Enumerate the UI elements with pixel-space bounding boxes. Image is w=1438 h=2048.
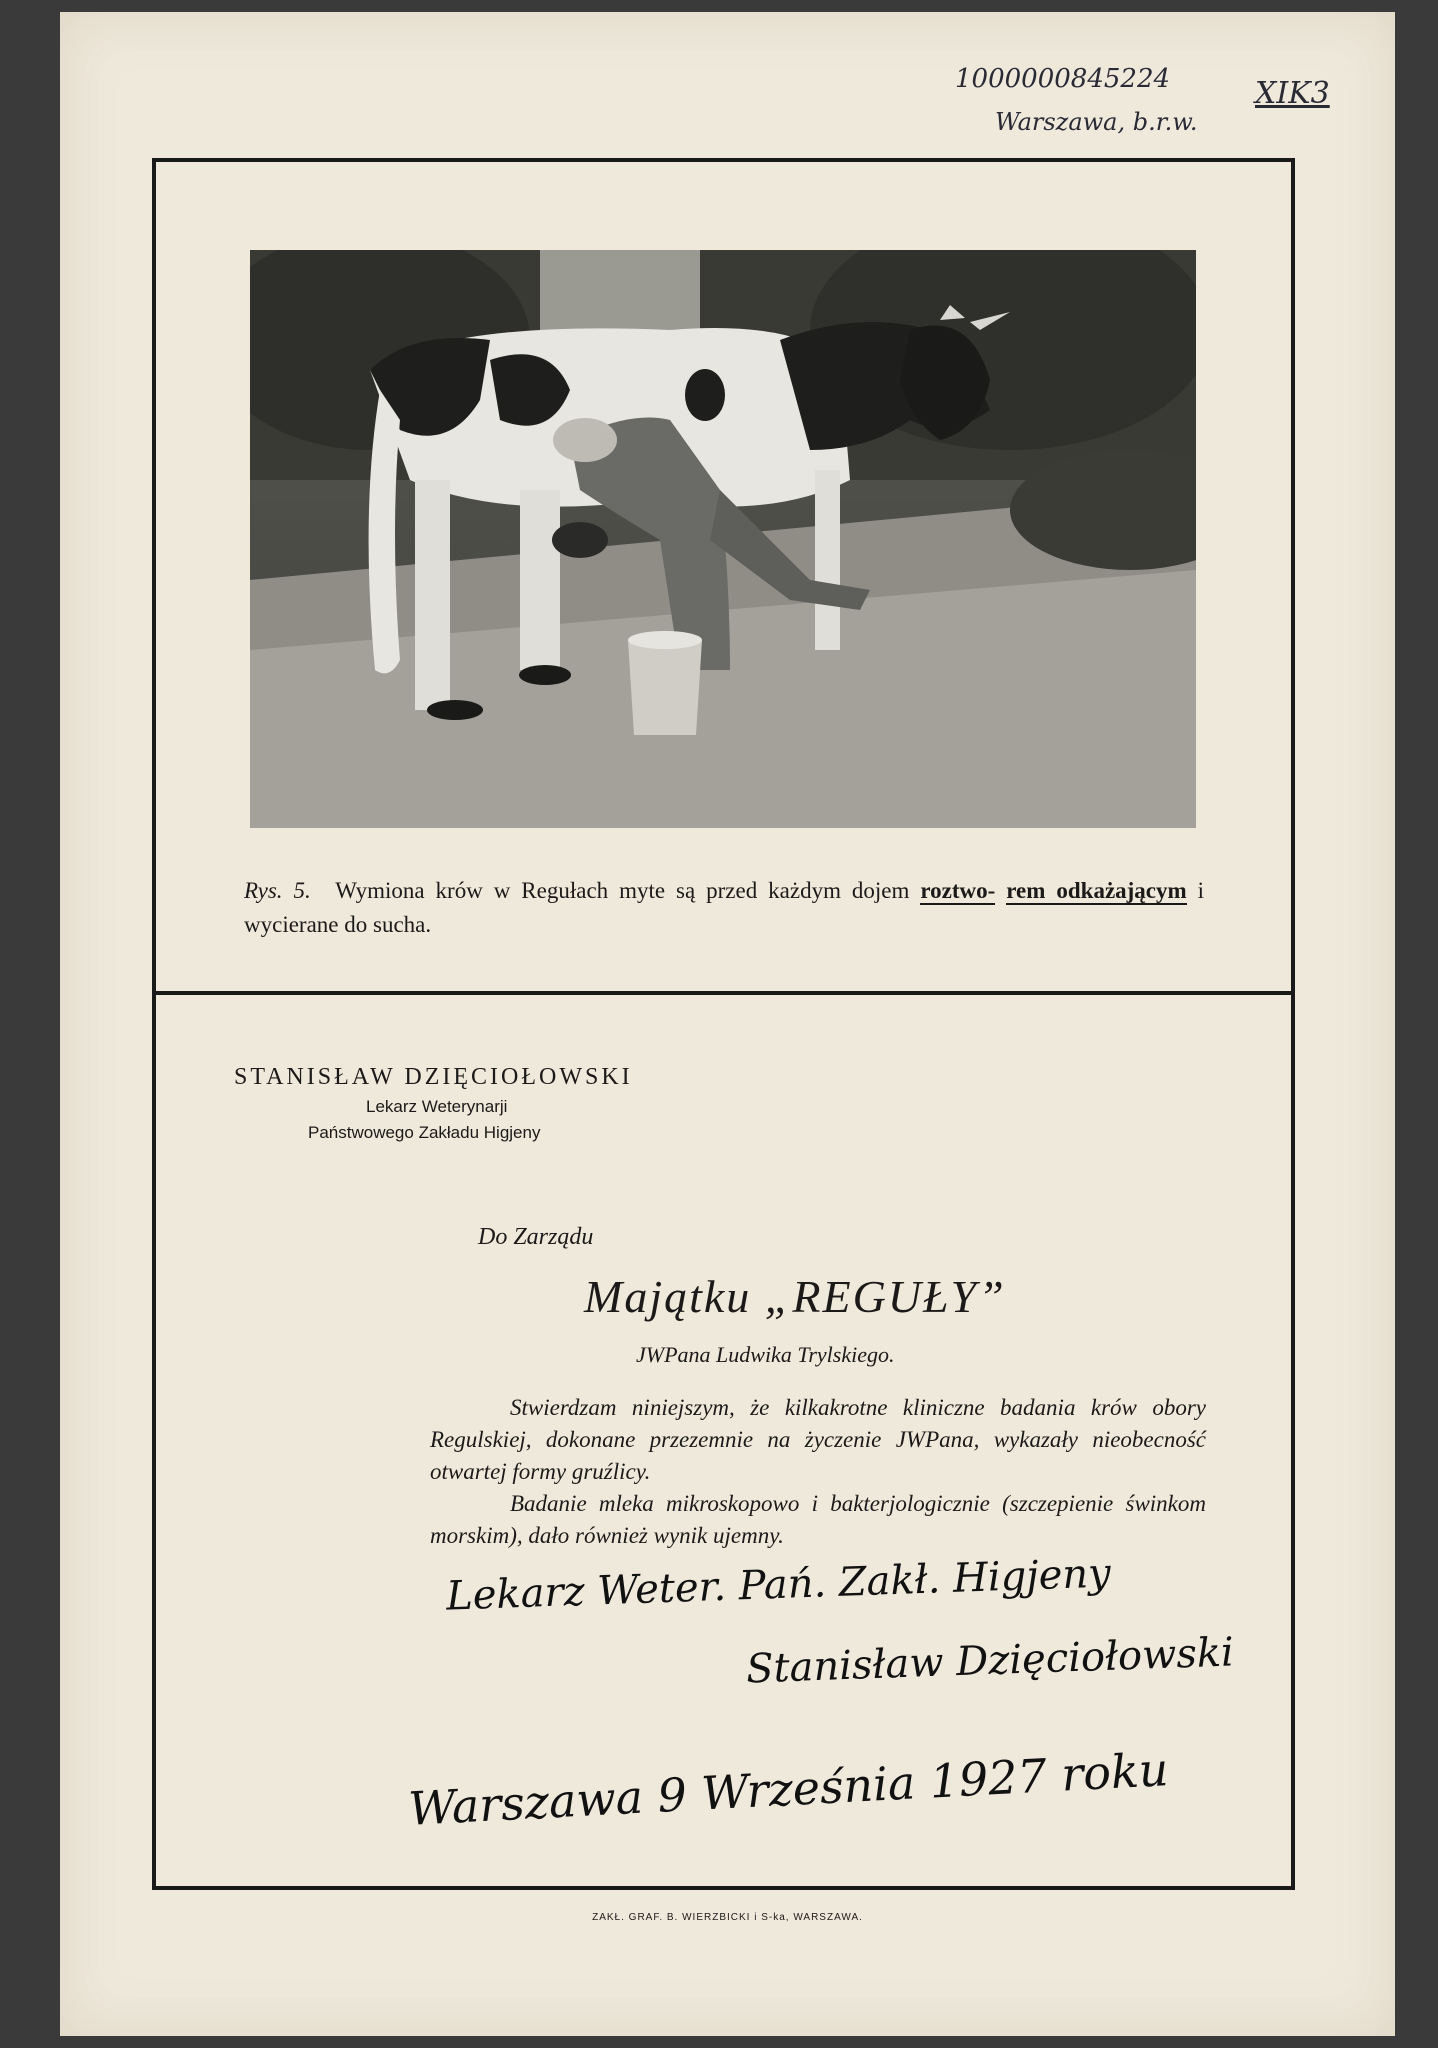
address-to: Do Zarządu: [478, 1224, 594, 1250]
body-paragraph-1: Stwierdzam niniejszym, że kilkakrotne kliniczne badania krów obory Regulskiej, dokonane przezemnie na życzenie JWPana, wykazały nieobecność otwartej formy gruźlicy.: [430, 1395, 1206, 1484]
sender-block: [234, 1064, 633, 1142]
catalog-place: Warszawa, b.r.w.: [995, 108, 1198, 136]
letter-body: [430, 1392, 1206, 1552]
handwritten-title: Lekarz Weter. Pań. Zakł. Higjeny: [445, 1550, 1112, 1620]
cow-milking-photo: [250, 250, 1196, 828]
caption-underlined-2: rem odkażającym: [1006, 878, 1187, 903]
sender-name: STANISŁAW DZIĘCIOŁOWSKI: [234, 1064, 633, 1090]
caption-underlined-1: roztwo-: [920, 878, 996, 903]
photo-illustration: [250, 250, 1196, 828]
address-estate: Majątku „REGUŁY”: [584, 1271, 1006, 1322]
address-person: JWPana Ludwika Trylskiego.: [636, 1342, 895, 1367]
printer-imprint: ZAKŁ. GRAF. B. WIERZBICKI i S-ka, WARSZAWA.: [592, 1912, 863, 1923]
document-frame: [152, 158, 1295, 1890]
caption-text-before: Wymiona krów w Regułach myte są przed każdym dojem: [335, 878, 910, 903]
photo-caption: [244, 874, 1204, 942]
catalog-code: XIK3: [1255, 76, 1330, 111]
document-sheet: [60, 12, 1395, 2036]
handwritten-signature: Stanisław Dzięciołowski: [745, 1629, 1235, 1693]
body-paragraph-2: Badanie mleka mikroskopowo i bakterjologicznie (szczepienie świnkom morskim), dało również wynik ujemny.: [430, 1491, 1206, 1548]
sender-institution: Państwowego Zakładu Higjeny: [308, 1123, 541, 1142]
handwritten-date: Warszawa 9 Września 1927 roku: [407, 1742, 1170, 1836]
figure-label: Rys. 5.: [244, 878, 311, 903]
catalog-number: 1000000845224: [955, 64, 1171, 94]
sender-title: Lekarz Weterynarji: [366, 1097, 508, 1116]
caption-text-after: i wycierane do sucha.: [244, 878, 1205, 937]
frame-divider: [156, 991, 1291, 995]
